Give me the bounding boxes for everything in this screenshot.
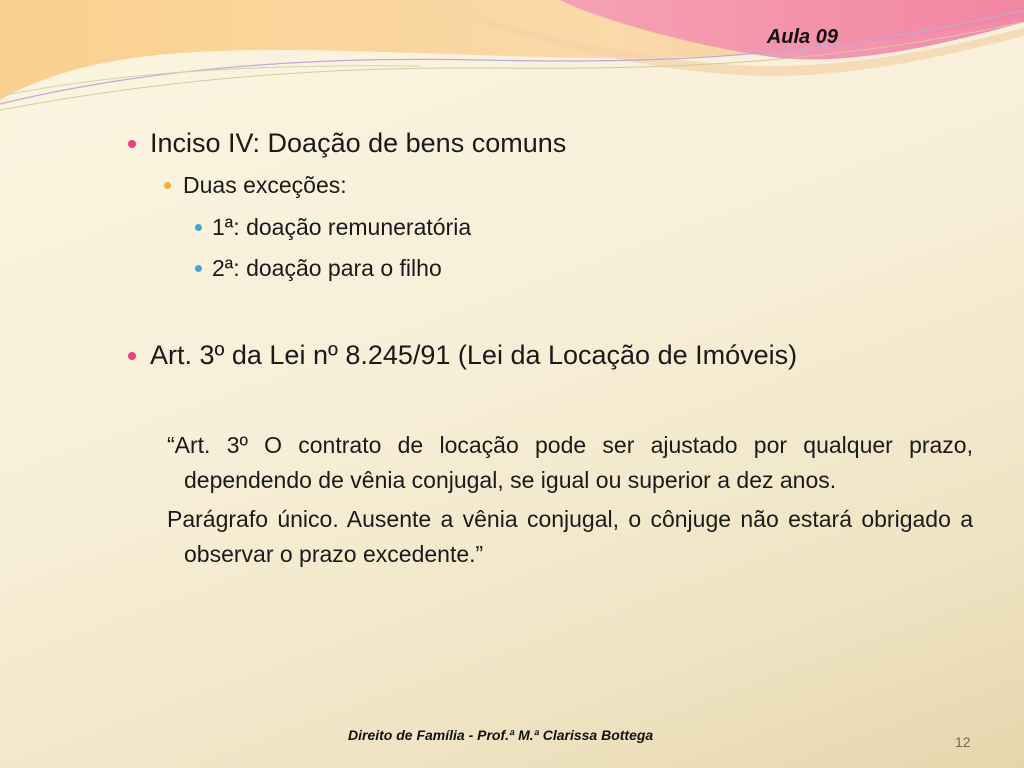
- bullet-text: Art. 3º da Lei nº 8.245/91 (Lei da Locação de Imóveis): [150, 340, 798, 370]
- bullet-dot-icon: [128, 140, 136, 148]
- sub-bullet-item: [164, 172, 347, 199]
- quote-paragraph: “Art. 3º O contrato de locação pode ser ajustado por qualquer prazo, dependendo de vênia conjugal, se igual ou superior a dez anos.: [167, 432, 973, 493]
- law-quote: [167, 428, 973, 572]
- sub-sub-bullet-item: [195, 214, 471, 241]
- bullet-dot-icon: [128, 352, 136, 360]
- bullet-dot-icon: [164, 182, 171, 189]
- sub-sub-bullet-text: 1ª: doação remuneratória: [212, 214, 472, 240]
- page-number: 12: [955, 734, 971, 750]
- sub-sub-bullet-text: 2ª: doação para o filho: [212, 255, 442, 281]
- bullet-dot-icon: [195, 224, 202, 231]
- sub-bullet-text: Duas exceções:: [183, 172, 347, 198]
- bullet-text: Inciso IV: Doação de bens comuns: [150, 128, 567, 158]
- bullet-item-art3: [128, 340, 797, 371]
- header-decoration: [0, 0, 1024, 140]
- quote-paragraph: Parágrafo único. Ausente a vênia conjugal, o cônjuge não estará obrigado a observar o prazo excedente.”: [167, 506, 973, 567]
- footer-text: Direito de Família - Prof.ª M.ª Clarissa Bottega: [348, 727, 654, 743]
- bullet-dot-icon: [195, 265, 202, 272]
- sub-sub-bullet-item: [195, 255, 442, 282]
- lesson-label: Aula 09: [766, 26, 838, 48]
- bullet-item-inciso: [128, 128, 566, 159]
